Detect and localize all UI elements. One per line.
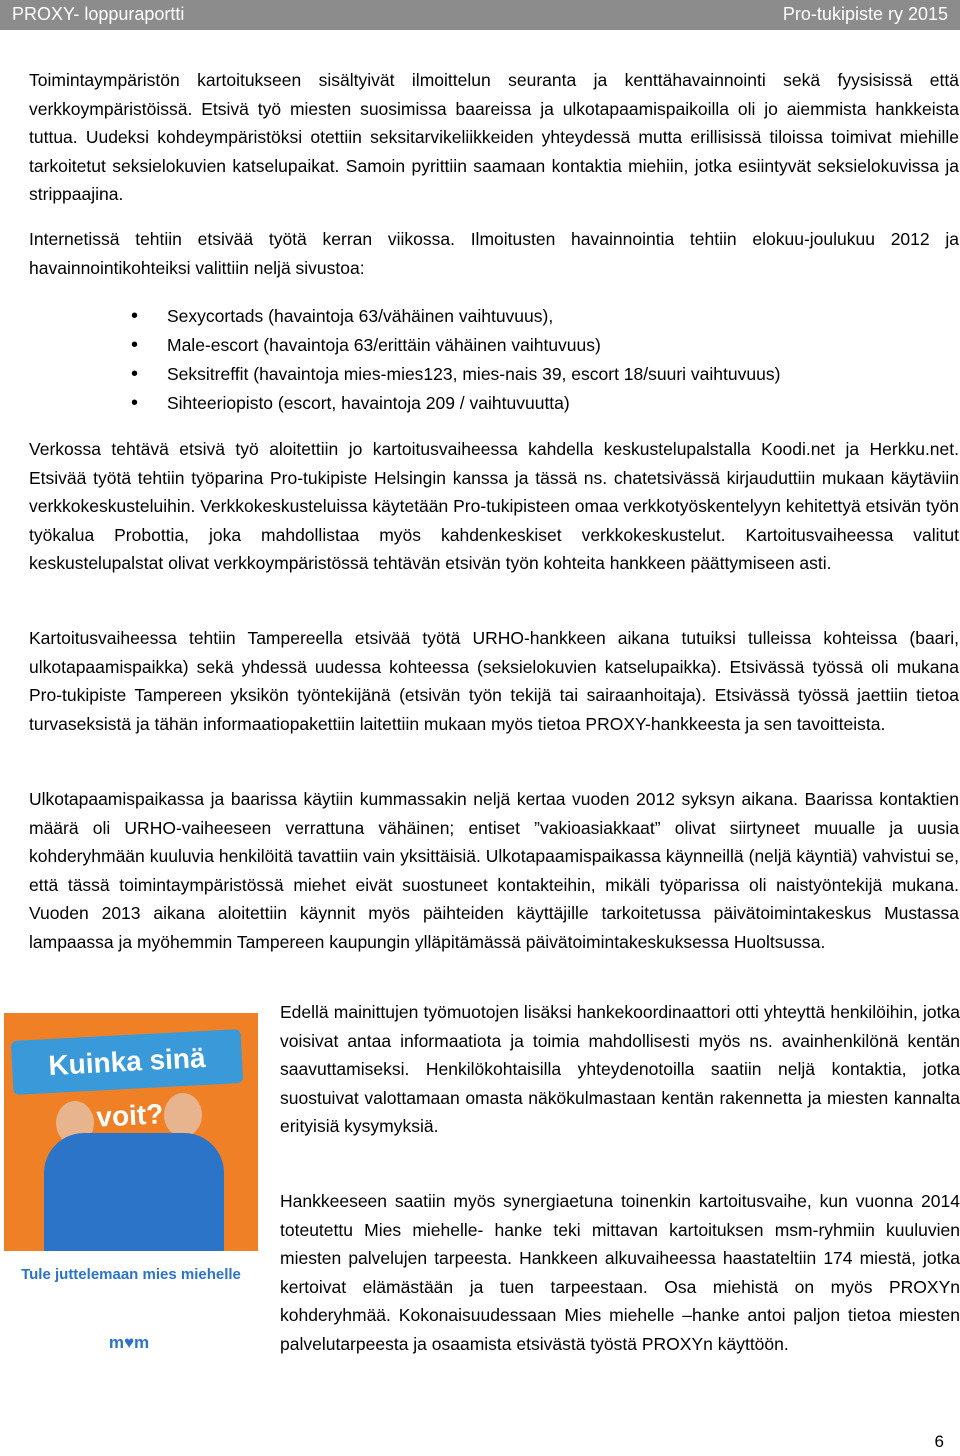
paragraph-internet-work: Internetissä tehtiin etsivää työtä kerran viikossa. Ilmoitusten havainnointia tehtiin elokuu-joulukuu 2012 ja havainnointikohteiksi valittiin neljä sivustoa: — [29, 229, 959, 278]
paragraph-key-persons: Edellä mainittujen työmuotojen lisäksi hankekoordinaattori otti yhteyttä henkilöihin, jotka voisivat antaa informaatiota ja toimia mahdollisesti myös ns. avainhenkilönä kentän saavuttamiseksi. Henkilökohtaisilla yhteydenotoilla saatiin neljä kontaktia, jotka suostuivat valottamaan omasta näkökulmastaan kentän rakennetta ja miesten kannalta erityisiä kysymyksiä. — [280, 1002, 960, 1136]
mies-miehelle-logo: m♥m — [108, 1333, 150, 1352]
organization-year: Pro-tukipiste ry 2015 — [782, 4, 948, 24]
paragraph-environment-survey: Toimintaympäristön kartoitukseen sisältyivät ilmoittelun seuranta ja kenttähavainnointi sekä fyysisissä että verkkoympäristöissä. Etsivä työ miesten suosimissa baareissa ja ulkotapaamispaikoilla oli jo aiemmista hankkeista tuttua. Uudeksi kohdeympäristöksi otettiin seksitarvikeliikkeiden yhteydessä mutta erillisissä tiloissa toimivat miehille tarkoitetut seksielokuvien katselupaikat. Samoin pyrittiin saamaan kontaktia miehiin, jotka esiintyvät seksielokuvissa ja strippaajina. — [29, 70, 959, 204]
list-item: • Sihteeriopisto (escort, havaintoja 209 / vaihtuvuutta) — [131, 389, 780, 418]
page-number: 6 — [934, 1432, 944, 1451]
paragraph-synergy: Hankkeeseen saatiin myös synergiaetuna toinenkin kartoitusvaihe, kun vuonna 2014 toteutettu Mies miehelle- hanke teki mittavan kartoituksen msm-ryhmiin kuuluvien miesten palvelujen tarpeesta. Hankkeen alkuvaiheessa haastateltiin 174 miestä, jotka kertoivat elämästään ja tuen tarpeestaan. Osa miehistä on myös PROXYn kohderyhmää. Kokonaisuudessaan Mies miehelle –hanke antoi paljon tietoa miesten palvelutarpeesta ja osaamista etsivästä työstä PROXYn käyttöön. — [280, 1191, 960, 1354]
report-title: PROXY- loppuraportti — [12, 4, 185, 24]
list-item: • Male-escort (havaintoja 63/erittäin vähäinen vaihtuvuus) — [131, 331, 780, 360]
poster-title: Kuinka sinä voit? — [11, 1029, 244, 1095]
paragraph-visits: Ulkotapaamispaikassa ja baarissa käytiin kummassakin neljä kertaa vuoden 2012 syksyn aikana. Baarissa kontaktien määrä oli URHO-vaiheeseen verrattuna vähäinen; entiset ”vakioasiakkaat” olivat siirtyneet muualle ja uusia kohderyhmään kuuluvia henkilöitä tavattiin vain yksittäisiä. Ulkotapaamispaikassa käynneillä (neljä käyntiä) vahvistui se, että tässä toimintaympäristössä miehet eivät suostuneet kontakteihin, mikäli työparissa oli naistyöntekijä mukana. Vuoden 2013 aikana aloitettiin käynnit myös päihteiden käyttäjille tarkoitetussa päivätoimintakeskus Mustassa lampaassa ja myöhemmin Tampereen kaupungin ylläpitämässä päivätoimintakeskuksessa Huoltsussa. — [29, 789, 959, 952]
page-header — [0, 0, 960, 30]
sites-list — [131, 302, 780, 418]
person-head — [164, 1093, 202, 1137]
campaign-poster-image — [4, 1013, 258, 1379]
paragraph-tampere-outreach: Kartoitusvaiheessa tehtiin Tampereella etsivää työtä URHO-hankkeen aikana tutuiksi tulleissa kohteissa (baari, ulkotapaamispaikka) sekä yhdessä uudessa kohteessa (seksielokuvien katselupaikka). Etsivässä työssä oli mukana Pro-tukipiste Tampereen yksikön työntekijänä (etsivän työn tekijä tai sairaanhoitaja). Etsivässä työssä jaettiin tietoa turvaseksistä ja tähän informaatiopakettiin laitettiin mukaan myös tietoa PROXY-hankkeesta ja sen tavoitteista. — [29, 628, 959, 734]
poster-tagline: Tule juttelemaan mies miehelle — [21, 1266, 241, 1283]
list-item: • Seksitreffit (havaintoja mies-mies123, mies-nais 39, escort 18/suuri vaihtuvuus) — [131, 360, 780, 389]
list-item: • Sexycortads (havaintoja 63/vähäinen vaihtuvuus), — [131, 302, 780, 331]
paragraph-online-outreach: Verkossa tehtävä etsivä työ aloitettiin jo kartoitusvaiheessa kahdella keskustelupalstalla Koodi.net ja Herkku.net. Etsivää työtä tehtiin työparina Pro-tukipiste Helsingin kanssa ja tässä ns. chatetsivässä kirjauduttiin mukaan käytäviin verkkokeskusteluihin. Verkkokeskusteluissa käytetään Pro-tukipisteen omaa verkkotyöskentelyyn kehitettyä etsivän työn työkalua Probottia, joka mahdollistaa myös kahdenkeskiset verkkokeskustelut. Kartoitusvaiheessa valitut keskustelupalstat olivat verkkoympäristössä tehtävän etsivän työn kohteita hankkeen päättymiseen asti. — [29, 439, 959, 573]
